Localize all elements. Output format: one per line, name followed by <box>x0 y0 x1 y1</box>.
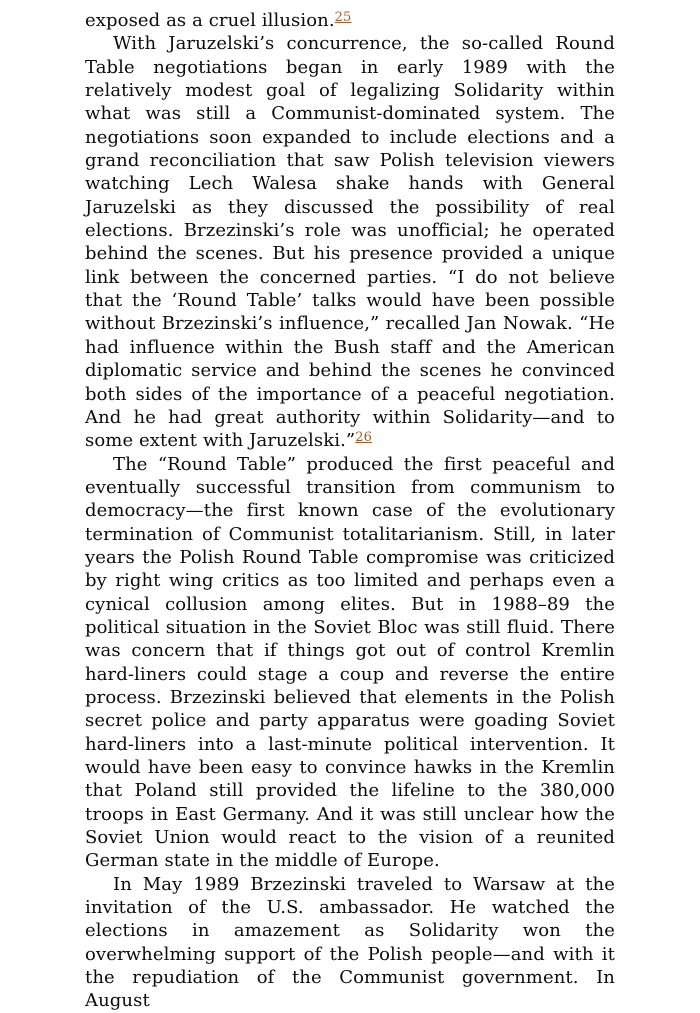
footnote-link-25[interactable]: 25 <box>334 10 352 26</box>
body-text: exposed as a cruel illusion. <box>85 10 335 31</box>
body-text: In May 1989 Brzezinski traveled to Warsaw at the invitation of the U.S. ambassador. He watched the elections in amazement as Solidarity won the overwhelming support of the Polish people—and with it the repudiation of the Communist government. In August <box>85 873 615 1012</box>
paragraph <box>85 9 615 32</box>
text-column <box>85 9 615 1013</box>
paragraph <box>85 873 615 1013</box>
body-text: The “Round Table” produced the first peaceful and eventually successful transition from communism to democracy—the first known case of the evolutionary termination of Communist totalitarianism. Still, in later years the Polish Round Table compromise was criticized by right wing critics as too limited and perhaps even a cynical collusion among elites. But in 1988–89 the political situation in the Soviet Bloc was still fluid. There was concern that if things got out of control Kremlin hard-liners could stage a coup and reverse the entire process. Brzezinski believed that elements in the Polish secret police and party apparatus were goading Soviet hard-liners into a last-minute political intervention. It would have been easy to convince hawks in the Kremlin that Poland still provided the lifeline to the 380,000 troops in East Germany. And it was still unclear how the Soviet Union would react to the vision of a reunited German state in the middle of Europe. <box>85 453 615 872</box>
body-text: With Jaruzelski’s concurrence, the so-called Round Table negotiations began in early 1989 with the relatively modest goal of legalizing Solidarity within what was still a Communist-dominated system. The negotiations soon expanded to include elections and a grand reconciliation that saw Polish television viewers watching Lech Walesa shake hands with General Jaruzelski as they discussed the possibility of real elections. Brzezinski’s role was unofficial; he operated behind the scenes. But his presence provided a unique link between the concerned parties. “I do not believe that the ‘Round Table’ talks would have been possible without Brzezinski’s influence,” recalled Jan Nowak. “He had influence within the Bush staff and the American diplomatic service and behind the scenes he convinced both sides of the importance of a peaceful negotiation. And he had great authority within Solidarity—and to some extent with Jaruzelski.” <box>85 33 615 452</box>
paragraph <box>85 453 615 873</box>
paragraph <box>85 32 615 452</box>
footnote-link-26[interactable]: 26 <box>355 430 372 446</box>
